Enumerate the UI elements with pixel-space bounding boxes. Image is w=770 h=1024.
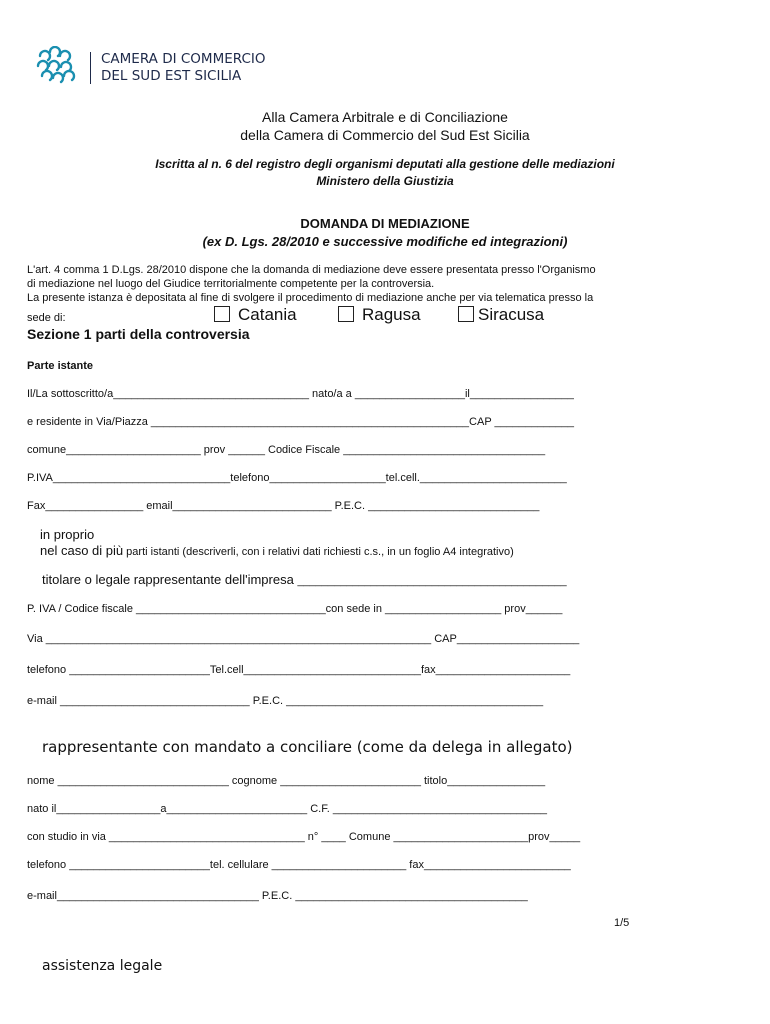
checkbox-catania[interactable] bbox=[214, 306, 230, 322]
assistenza-legale-option[interactable]: assistenza legale bbox=[42, 958, 163, 974]
sede-catania-label: Catania bbox=[238, 305, 297, 324]
checkbox-siracusa[interactable] bbox=[458, 306, 474, 322]
rapp-row-email[interactable]: e-mail_________________________________ P.E.C. ______________________________________ bbox=[27, 890, 528, 902]
registry-line2: Ministero della Giustizia bbox=[316, 174, 454, 188]
addressee-line2: della Camera di Commercio del Sud Est Sicilia bbox=[240, 127, 530, 143]
option-titolare[interactable] bbox=[42, 572, 567, 587]
istante-row-piva[interactable]: P.IVA_____________________________telefono___________________tel.cell.________________________ bbox=[27, 472, 567, 484]
option-nel-caso[interactable] bbox=[40, 542, 514, 560]
intro-line2: di mediazione nel luogo del Giudice territorialmente competente per la controversia. bbox=[27, 278, 435, 290]
titolare-field[interactable]: ____________________________________________ bbox=[297, 575, 567, 587]
sede-option-siracusa[interactable] bbox=[458, 305, 544, 325]
org-name-line1: CAMERA DI COMMERCIO bbox=[101, 51, 266, 67]
logo-swirl-icon bbox=[34, 46, 78, 86]
option-in-proprio[interactable]: in proprio bbox=[40, 527, 95, 542]
nel-caso-small: parti istanti (descriverli, con i relativi dati richiesti c.s., in un foglio A4 integrativo) bbox=[123, 546, 514, 558]
impresa-row-email[interactable]: e-mail _______________________________ P.E.C. __________________________________________ bbox=[27, 695, 544, 707]
intro-line3: La presente istanza è depositata al fine di svolgere il procedimento di mediazione anche per via telematica presso la bbox=[27, 292, 594, 304]
section1-title: Sezione 1 parti della controversia bbox=[27, 326, 250, 342]
impresa-row-via[interactable]: Via _______________________________________________________________ CAP____________________ bbox=[27, 633, 580, 645]
titolare-label: titolare o legale rappresentante dell'impresa bbox=[42, 572, 294, 587]
sede-label: sede di: bbox=[27, 312, 66, 324]
sede-option-ragusa[interactable] bbox=[338, 305, 421, 325]
nel-caso-big: nel caso di più bbox=[40, 543, 124, 558]
rappresentante-title[interactable]: rappresentante con mandato a conciliare (come da delega in allegato) bbox=[42, 738, 573, 756]
logo-divider bbox=[90, 52, 91, 84]
istante-row-fax[interactable]: Fax________________ email__________________________ P.E.C. ____________________________ bbox=[27, 500, 540, 512]
registry-line1: Iscritta al n. 6 del registro degli organismi deputati alla gestione delle mediazioni bbox=[155, 157, 615, 171]
form-title: DOMANDA DI MEDIAZIONE bbox=[300, 216, 470, 231]
sede-option-catania[interactable] bbox=[214, 305, 297, 325]
sede-ragusa-label: Ragusa bbox=[362, 305, 421, 324]
impresa-row-telefono[interactable]: telefono _______________________Tel.cell_____________________________fax______________________ bbox=[27, 664, 571, 676]
rapp-row-studio[interactable]: con studio in via ________________________________ n° ____ Comune ______________________prov_____ bbox=[27, 831, 581, 843]
page-number: 1/5 bbox=[614, 917, 630, 929]
rapp-row-nato[interactable]: nato il_________________a_______________________ C.F. ___________________________________ bbox=[27, 803, 547, 815]
form-subtitle: (ex D. Lgs. 28/2010 e successive modifiche ed integrazioni) bbox=[202, 234, 568, 249]
rapp-row-nome[interactable]: nome ____________________________ cognome _______________________ titolo________________ bbox=[27, 775, 546, 787]
istante-row-name[interactable]: Il/La sottoscritto/a________________________________ nato/a a __________________il_________________ bbox=[27, 388, 574, 400]
parte-istante-label: Parte istante bbox=[27, 360, 94, 372]
sede-siracusa-label: Siracusa bbox=[478, 305, 545, 324]
addressee-line1: Alla Camera Arbitrale e di Conciliazione bbox=[262, 109, 508, 125]
intro-line1: L'art. 4 comma 1 D.Lgs. 28/2010 dispone che la domanda di mediazione deve essere presentata presso l'Organismo bbox=[27, 264, 596, 276]
istante-row-comune[interactable]: comune______________________ prov ______ Codice Fiscale _________________________________ bbox=[27, 444, 546, 456]
org-name-line2: DEL SUD EST SICILIA bbox=[101, 68, 242, 84]
chamber-logo bbox=[34, 46, 78, 86]
checkbox-ragusa[interactable] bbox=[338, 306, 354, 322]
istante-row-address[interactable]: e residente in Via/Piazza ____________________________________________________CAP _____________ bbox=[27, 416, 575, 428]
impresa-row-piva[interactable]: P. IVA / Codice fiscale _______________________________con sede in ___________________ prov______ bbox=[27, 603, 563, 615]
rapp-row-telefono[interactable]: telefono _______________________tel. cellulare ______________________ fax________________________ bbox=[27, 859, 571, 871]
